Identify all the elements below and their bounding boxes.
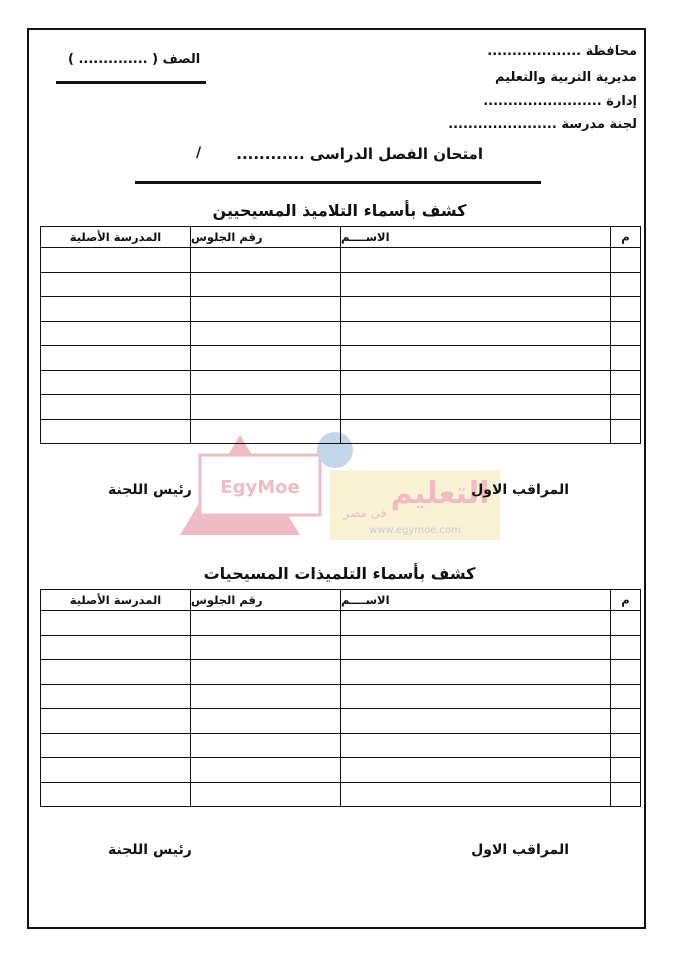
watermark-logo-text: EgyMoe (220, 477, 300, 498)
seat-number-cell[interactable] (191, 321, 341, 346)
original-school-cell[interactable] (41, 297, 191, 322)
table-row (41, 272, 641, 297)
watermark-url: www.egymoe.com (369, 525, 461, 536)
index-cell[interactable] (611, 395, 641, 420)
column-header-original-school: المدرسة الأصلية (41, 590, 191, 611)
table-row (41, 248, 641, 273)
original-school-cell[interactable] (41, 758, 191, 783)
seat-number-cell[interactable] (191, 297, 341, 322)
table-row (41, 709, 641, 734)
table-header-row (41, 590, 641, 611)
table2-body (41, 611, 641, 807)
name-cell[interactable] (341, 248, 611, 273)
school-committee-line: لجنة مدرسة ...................... (448, 117, 637, 132)
exam-slash: / (196, 145, 202, 161)
column-header-name: الاســــم (341, 590, 611, 611)
name-cell[interactable] (341, 419, 611, 444)
grade-underline (56, 81, 206, 84)
name-cell[interactable] (341, 321, 611, 346)
table-row (41, 660, 641, 685)
name-cell[interactable] (341, 346, 611, 371)
column-header-seat-number: رقم الجلوس (191, 227, 341, 248)
watermark-arabic-text: التعليم (390, 476, 490, 511)
seat-number-cell[interactable] (191, 635, 341, 660)
christian-girls-table (40, 589, 641, 807)
index-cell[interactable] (611, 297, 641, 322)
name-cell[interactable] (341, 660, 611, 685)
index-cell[interactable] (611, 321, 641, 346)
table-row (41, 611, 641, 636)
table-row (41, 321, 641, 346)
seat-number-cell[interactable] (191, 248, 341, 273)
original-school-cell[interactable] (41, 709, 191, 734)
index-cell[interactable] (611, 346, 641, 371)
original-school-cell[interactable] (41, 611, 191, 636)
watermark-sub-text: فى مصر (343, 506, 387, 520)
original-school-cell[interactable] (41, 733, 191, 758)
original-school-cell[interactable] (41, 272, 191, 297)
seat-number-cell[interactable] (191, 419, 341, 444)
first-supervisor-signature: المراقب الاول (471, 482, 569, 498)
seat-number-cell[interactable] (191, 611, 341, 636)
committee-head-signature: رئيس اللجنة (108, 842, 192, 858)
name-cell[interactable] (341, 733, 611, 758)
governorate-line: محافظة ................... (487, 44, 637, 59)
seat-number-cell[interactable] (191, 782, 341, 807)
table-row (41, 297, 641, 322)
name-cell[interactable] (341, 709, 611, 734)
seat-number-cell[interactable] (191, 272, 341, 297)
index-cell[interactable] (611, 684, 641, 709)
name-cell[interactable] (341, 297, 611, 322)
index-cell[interactable] (611, 635, 641, 660)
header-divider (135, 181, 541, 184)
seat-number-cell[interactable] (191, 758, 341, 783)
original-school-cell[interactable] (41, 782, 191, 807)
table-row (41, 419, 641, 444)
committee-head-signature: رئيس اللجنة (108, 482, 192, 498)
directorate-line: مديرية التربية والتعليم (494, 70, 637, 85)
original-school-cell[interactable] (41, 419, 191, 444)
table-row (41, 684, 641, 709)
table-row (41, 733, 641, 758)
original-school-cell[interactable] (41, 395, 191, 420)
index-cell[interactable] (611, 782, 641, 807)
table-row (41, 370, 641, 395)
administration-line: إدارة ........................ (483, 94, 637, 109)
original-school-cell[interactable] (41, 321, 191, 346)
index-cell[interactable] (611, 272, 641, 297)
column-header-index: م (611, 227, 641, 248)
seat-number-cell[interactable] (191, 733, 341, 758)
original-school-cell[interactable] (41, 635, 191, 660)
name-cell[interactable] (341, 782, 611, 807)
index-cell[interactable] (611, 660, 641, 685)
name-cell[interactable] (341, 611, 611, 636)
table-row (41, 395, 641, 420)
column-header-index: م (611, 590, 641, 611)
index-cell[interactable] (611, 248, 641, 273)
first-supervisor-signature: المراقب الاول (471, 842, 569, 858)
index-cell[interactable] (611, 709, 641, 734)
exam-title: امتحان الفصل الدراسى ............ (236, 145, 483, 163)
name-cell[interactable] (341, 684, 611, 709)
table1-body (41, 248, 641, 444)
name-cell[interactable] (341, 272, 611, 297)
original-school-cell[interactable] (41, 346, 191, 371)
name-cell[interactable] (341, 758, 611, 783)
table-row (41, 635, 641, 660)
index-cell[interactable] (611, 611, 641, 636)
index-cell[interactable] (611, 733, 641, 758)
name-cell[interactable] (341, 370, 611, 395)
table2-title: كشف بأسماء التلميذات المسيحيات (203, 564, 476, 583)
table-row (41, 758, 641, 783)
index-cell[interactable] (611, 370, 641, 395)
table1-title: كشف بأسماء التلاميذ المسيحيين (212, 201, 467, 220)
original-school-cell[interactable] (41, 684, 191, 709)
seat-number-cell[interactable] (191, 346, 341, 371)
table-row (41, 782, 641, 807)
original-school-cell[interactable] (41, 248, 191, 273)
column-header-original-school: المدرسة الأصلية (41, 227, 191, 248)
column-header-seat-number: رقم الجلوس (191, 590, 341, 611)
index-cell[interactable] (611, 419, 641, 444)
seat-number-cell[interactable] (191, 709, 341, 734)
seat-number-cell[interactable] (191, 370, 341, 395)
grade-field: الصف ( .............. ) (68, 52, 201, 67)
table-row (41, 346, 641, 371)
table-header-row (41, 227, 641, 248)
index-cell[interactable] (611, 758, 641, 783)
seat-number-cell[interactable] (191, 395, 341, 420)
column-header-name: الاســــم (341, 227, 611, 248)
original-school-cell[interactable] (41, 660, 191, 685)
seat-number-cell[interactable] (191, 684, 341, 709)
name-cell[interactable] (341, 635, 611, 660)
original-school-cell[interactable] (41, 370, 191, 395)
christian-boys-table (40, 226, 641, 444)
seat-number-cell[interactable] (191, 660, 341, 685)
name-cell[interactable] (341, 395, 611, 420)
